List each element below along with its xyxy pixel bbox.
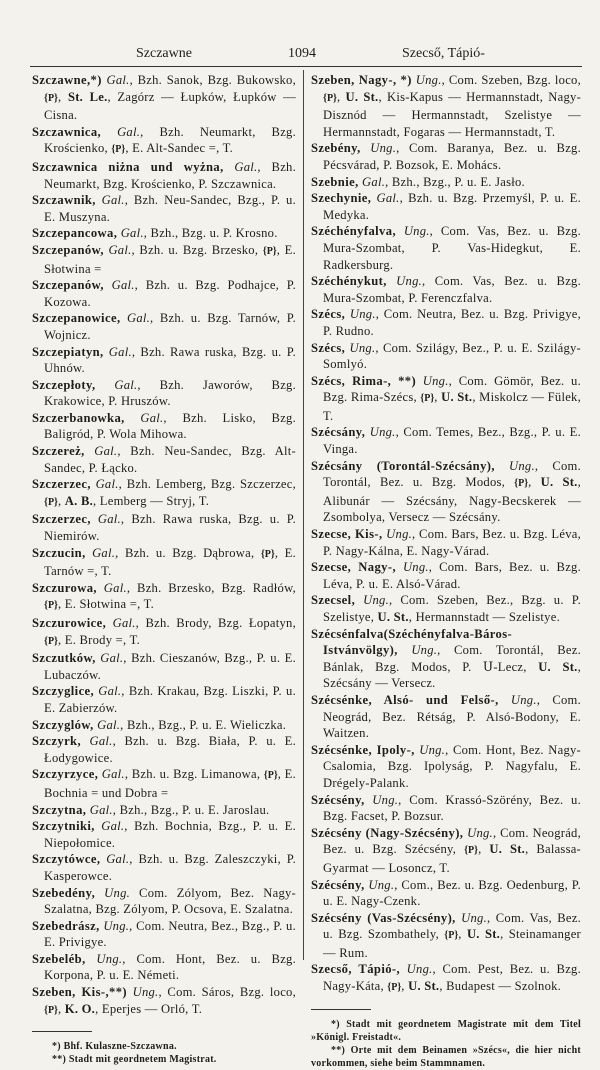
post-horn-symbol: {P} (464, 845, 479, 857)
entry-description: Gal., Bzh. Sanok, Bzg. Bukowsko, {P}, St. Le., Zagórz — Łupków, Łupków — Cisna. (44, 73, 296, 123)
entry-place-name: Szczerbanowka, (32, 410, 125, 425)
entry-description: Gal., Bzh. u. Bzg. Przemyśl, P. u. E. Medyka. (323, 191, 581, 222)
entry-description: Gal., Bzh. u. Bzg. Brzesko, {P}, E. Słotwina = (44, 242, 297, 276)
entry-place-name: Szczepanowice, (32, 311, 121, 326)
gazetteer-entry (32, 443, 296, 476)
entry-description: Ung., Com. Neutra, Bez., Bzg., P. u. E. Privigye. (44, 918, 296, 950)
gazetteer-entry (32, 802, 296, 819)
entry-description: Ung., Com. Szeben, Bez., Bzg. u. P. Szelistye, U. St., Hermannstadt — Szelistye. (323, 593, 581, 624)
entry-description: Gal., Bzh., Bzg., P. u. E. Jasło. (362, 174, 525, 189)
entry-place-name: Szczurowice, (32, 616, 107, 630)
gazetteer-entry (311, 140, 581, 173)
entry-description: Gal., Bzh. u. Bzg. Limanowa, {P}, E. Bochnia = und Dobra = (44, 767, 296, 800)
entry-place-name: Szczutków, (32, 651, 96, 666)
entry-place-name: Széchénykut, (311, 274, 387, 289)
entry-description: Gal., Bzh. Krakau, Bzg. Liszki, P. u. E. Zabierzów. (44, 684, 296, 715)
gazetteer-entry (32, 410, 296, 443)
entry-place-name: Szczereż, (32, 444, 85, 459)
gazetteer-entry (311, 526, 581, 559)
gazetteer-entry (32, 511, 296, 544)
footnote-rule (32, 1031, 92, 1032)
post-horn-symbol: {P} (44, 496, 58, 508)
gazetteer-entry (32, 918, 296, 951)
page-header (30, 44, 582, 67)
entry-place-name: Szecse, Kis-, (311, 527, 383, 542)
gazetteer-entry (311, 306, 581, 339)
entry-description: Gal., Bzh. Neumarkt, Bzg. Krościenko, P. Szczawnica. (44, 159, 296, 191)
entry-place-name: Szécsény, (311, 877, 365, 892)
entry-place-name: Szécs, (311, 307, 346, 322)
post-horn-symbol: {P} (260, 548, 275, 560)
gazetteer-entry (311, 424, 581, 457)
entry-place-name: Szczepiatyn, (32, 344, 104, 359)
entry-place-name: Szécsény, (311, 792, 365, 807)
entry-description: Ung., Com. Vas, Bez. u. Bzg. Szombathely, {P}, U. St., Steinamanger — Rum. (323, 910, 581, 960)
left-column (32, 72, 296, 1066)
entry-description: Ung., Com. Hont, Bez. u. Bzg. Korpona, P. u. E. Németi. (44, 951, 296, 983)
gazetteer-entry (311, 340, 581, 373)
entry-description: Gal., Bzh., Bzg., P. u. E. Jaroslau. (89, 802, 270, 817)
entry-place-name: Szczyrk, (32, 734, 82, 749)
entry-place-name: Szczawnik, (32, 193, 96, 208)
entry-description: Gal., Bzh. Rawa ruska, Bzg. u. P. Niemirów. (44, 512, 296, 544)
post-horn-symbol: {P} (111, 144, 126, 156)
gazetteer-entry (311, 174, 581, 191)
entry-place-name: Szécs, Rima-, **) (311, 373, 417, 388)
entry-place-name: Szczytówce, (32, 852, 101, 867)
entry-description: Ung., Com. Szeben, Bzg. loco, {P}, U. St., Kis-Kapus — Hermannstadt, Nagy-Disznód — Hermannstadt, Szelistye — Hermannstadt, Fogaras — Hermannstadt, T. (323, 73, 582, 139)
entry-place-name: Szczyglów, (32, 717, 94, 732)
footnote: *) Bhf. Kulaszne-Szczawna. (52, 1041, 177, 1053)
gazetteer-entry (311, 223, 581, 273)
footnote: **) Stadt mit geordnetem Magistrat. (52, 1054, 217, 1066)
entry-description: Ung., Com. Vas, Bez. u. Bzg. Mura-Szombat, P. Ferenczfalva. (323, 274, 581, 305)
gazetteer-entry (311, 692, 581, 742)
entry-description: Gal., Bzh. Brody, Bzg. Łopatyn, {P}, E. Brody =, T. (44, 616, 296, 647)
footnote-rule (311, 1009, 371, 1010)
running-head-right: Szecső, Tápió- (402, 46, 485, 61)
gazetteer-entry (32, 242, 296, 277)
entry-description: Gal., Bzh. Jaworów, Bzg. Krakowice, P. Hruszów. (44, 377, 296, 409)
entry-place-name: Szczawne,*) (32, 73, 102, 87)
post-horn-symbol: {P} (44, 635, 58, 647)
entry-description: Ung., Com. Neográd, Bez. Rétság, P. Alsó-Bodony, E. Waitzen. (323, 692, 581, 741)
entry-description: Ung., Com. Vas, Bez. u. Bzg. Mura-Szombat, P. Vas-Hidegkut, E. Radkersburg. (323, 224, 582, 272)
entry-place-name: Szebeléb, (32, 951, 86, 966)
entry-description: Gal., Bzh. u. Bzg. Zaleszczyki, P. Kasperowce. (44, 852, 296, 883)
entry-place-name: Szczyglice, (32, 684, 95, 699)
post-horn-symbol: {P} (44, 600, 58, 612)
gazetteer-entry (311, 910, 581, 962)
gazetteer-entry (32, 192, 296, 225)
gazetteer-entry (32, 984, 296, 1019)
entry-description: Gal., Bzh. Cieszanów, Bzg., P. u. E. Lubaczów. (44, 651, 296, 682)
entry-place-name: Szczyrzyce, (32, 767, 99, 782)
gazetteer-entry (32, 476, 296, 511)
gazetteer-entry (32, 124, 296, 159)
entry-description: Gal., Bzh. u. Bzg. Dąbrowa, {P}, E. Tarnów =, T. (44, 545, 296, 579)
gazetteer-entry (311, 592, 581, 625)
entry-place-name: Szécsénfalva(Széchényfalva-Báros-Istvánvölgy), (311, 626, 513, 658)
entry-description: Ung., Com., Bez. u. Bzg. Oedenburg, P. u. E. Nagy-Czenk. (323, 877, 581, 909)
entry-place-name: Széchényfalva, (311, 224, 396, 239)
gazetteer-entry (32, 885, 296, 918)
gazetteer-entry (32, 733, 296, 766)
running-head-left: Szczawne (136, 46, 192, 61)
gazetteer-entry (32, 717, 296, 734)
gazetteer-entry (32, 277, 296, 310)
entry-description: Ung., Com. Torontál, Bez. Bánlak, Bzg. Modos, P. Ս-Lecz, U. St., Szécsány — Versecz. (323, 643, 581, 691)
post-horn-symbol: {P} (263, 770, 278, 782)
entry-description: Ung., Com. Krassó-Szörény, Bez. u. Bzg. Facset, P. Bozsur. (323, 792, 582, 824)
entry-description: Gal., Bzh. Bochnia, Bzg., P. u. E. Niepołomice. (44, 819, 296, 850)
gazetteer-entry (311, 72, 581, 140)
gazetteer-entry (32, 377, 296, 410)
gazetteer-entry (32, 545, 296, 580)
gazetteer-entry (32, 818, 296, 851)
post-horn-symbol: {P} (444, 930, 459, 942)
gazetteer-entry (311, 559, 581, 592)
entry-place-name: Szczepanów, (32, 278, 104, 293)
page-number: 1094 (288, 46, 316, 61)
gazetteer-entry (32, 225, 296, 242)
gazetteer-entry (311, 825, 581, 877)
entry-place-name: Szeben, Nagy-, *) (311, 73, 412, 87)
entry-description: Ung., Com. Neográd, Bez. u. Bzg. Szécsény, {P}, U. St., Balassa-Gyarmat — Losoncz, T. (323, 825, 582, 875)
gazetteer-entry (311, 626, 581, 692)
footnote: **) Orte mit dem Beinamen »Szécs«, die hier nicht vorkommen, siehe beim Stammnamen. (311, 1044, 581, 1069)
entry-place-name: Szczawnica, (32, 124, 102, 139)
column-divider (303, 70, 304, 960)
post-horn-symbol: {P} (262, 245, 277, 257)
gazetteer-entry (32, 310, 296, 343)
entry-place-name: Szécsény (Nagy-Szécsény), (311, 825, 464, 840)
gazetteer-entry (311, 742, 581, 792)
gazetteer-entry (311, 458, 581, 526)
entry-place-name: Szczurowa, (32, 580, 97, 595)
entry-description: Ung., Com. Gömör, Bez. u. Bzg. Rima-Szécs, {P}, U. St., Miskolcz — Fülek, T. (323, 373, 581, 423)
entry-place-name: Szécsénke, Alsó- und Felső-, (311, 692, 499, 707)
entry-description: Gal., Bzh. u. Bzg. Biała, P. u. E. Łodygowice. (44, 734, 296, 765)
gazetteer-entry (311, 961, 581, 996)
entry-place-name: Szczerzec, (32, 512, 91, 527)
gazetteer-entry (32, 159, 296, 192)
gazetteer-entry (311, 373, 581, 425)
entry-description: Ung., Com. Bars, Bez. u. Bzg. Léva, P. Nagy-Kálna, E. Nagy-Várad. (323, 527, 581, 558)
entry-description: Ung., Com. Neutra, Bez. u. Bzg. Privigye, P. Rudno. (323, 307, 581, 338)
entry-description: Ung., Com. Baranya, Bez. u. Bzg. Pécsvárad, P. Bozsok, E. Mohács. (323, 141, 581, 172)
gazetteer-entry (32, 766, 296, 801)
entry-place-name: Szczepłoty, (32, 377, 96, 392)
entry-place-name: Szczucin, (32, 545, 86, 560)
entry-description: Gal., Bzh. Brzesko, Bzg. Radłów, {P}, E. Słotwina =, T. (44, 580, 296, 612)
footnote: *) Stadt mit geordnetem Magistrate mit dem Titel »Königl. Freistadt«. (311, 1018, 581, 1043)
gazetteer-entry (311, 792, 581, 825)
gazetteer-entry (32, 580, 296, 615)
entry-place-name: Szczepancowa, (32, 226, 118, 241)
gazetteer-entry (32, 650, 296, 683)
entry-description: Gal., Bzh. Neu-Sandec, Bzg., P. u. E. Muszyna. (44, 193, 296, 224)
post-horn-symbol: {P} (323, 92, 337, 104)
gazetteer-entry (32, 683, 296, 716)
gazetteer-entry (32, 951, 296, 984)
entry-place-name: Szebény, (311, 141, 361, 156)
entry-place-name: Szebedrász, (32, 918, 100, 933)
entry-description: Ung., Com. Pest, Bez. u. Bzg. Nagy-Káta, {P}, U. St., Budapest — Szolnok. (323, 962, 581, 994)
entry-description: Gal., Bzh. Lemberg, Bzg. Szczerzec, {P}, A. B., Lemberg — Stryj, T. (44, 477, 297, 508)
entry-place-name: Szécsény (Vas-Szécsény), (311, 910, 456, 925)
post-horn-symbol: {P} (44, 92, 58, 104)
entry-place-name: Szécs, (311, 340, 346, 355)
right-column (311, 72, 581, 1070)
gazetteer-entry (311, 273, 581, 306)
entry-place-name: Szécsénke, Ipoly-, (311, 742, 415, 757)
entry-description: Ung., Com. Szilágy, Bez., P. u. E. Szilágy-Somlyó. (323, 340, 581, 372)
entry-place-name: Szecse, Nagy-, (311, 560, 397, 575)
gazetteer-entry (32, 344, 296, 377)
entry-description: Ung., Com. Temes, Bez., Bzg., P. u. E. Vinga. (323, 425, 581, 457)
entry-place-name: Szczepanów, (32, 242, 104, 257)
entry-place-name: Szécsány (Torontál-Szécsány), (311, 458, 495, 473)
entry-description: Ung., Com. Hont, Bez. Nagy-Csalomia, Bzg. Ipolyság, P. Nagyfalu, E. Drégely-Palank. (323, 742, 581, 790)
entry-place-name: Szecső, Tápió-, (311, 962, 401, 977)
entry-place-name: Szebnie, (311, 174, 359, 189)
entry-description: Gal., Bzh. Neu-Sandec, Bzg. Alt-Sandec, P. Łącko. (44, 444, 296, 475)
entry-description: Gal., Bzh. Rawa ruska, Bzg. u. P. Uhnów. (44, 344, 296, 376)
gazetteer-entry (32, 615, 296, 650)
entry-description: Gal., Bzh. u. Bzg. Podhajce, P. Kozowa. (44, 278, 296, 309)
entry-place-name: Szecsel, (311, 593, 356, 608)
post-horn-symbol: {P} (387, 982, 402, 994)
entry-description: Ung. Com. Zólyom, Bez. Nagy-Szalatna, Bzg. Zólyom, P. Ocsova, E. Szalatna. (44, 885, 296, 917)
post-horn-symbol: {P} (44, 1004, 58, 1016)
post-horn-symbol: {P} (420, 393, 435, 405)
gazetteer-entry (311, 190, 581, 223)
entry-description: Ung., Com. Torontál, Bez. u. Bzg. Modos, {P}, U. St., Alibunár — Szécsány, Nagy-Becskerek — Zsombolya, Versecz — Szécsány. (323, 458, 581, 525)
entry-description: Gal., Bzh. Lisko, Bzg. Baligród, P. Wola Mihowa. (44, 410, 296, 442)
entry-description: Gal., Bzh. u. Bzg. Tarnów, P. Wojnicz. (44, 311, 296, 342)
entry-place-name: Szeben, Kis-,**) (32, 985, 127, 1000)
entry-description: Ung., Com. Bars, Bez. u. Bzg. Léva, P. u. E. Alsó-Várad. (323, 560, 581, 591)
entry-description: Gal., Bzh. Neumarkt, Bzg. Krościenko, {P}, E. Alt-Sandec =, T. (44, 124, 296, 156)
entry-description: Ung., Com. Sáros, Bzg. loco, {P}, K. O., Eperjes — Orló, T. (44, 985, 296, 1016)
entry-place-name: Szechynie, (311, 191, 372, 206)
entry-place-name: Szczytna, (32, 802, 87, 817)
gazetteer-entry (32, 851, 296, 884)
entry-place-name: Szczerzec, (32, 477, 91, 492)
gazetteer-entry (311, 877, 581, 910)
entry-description: Gal., Bzh., Bzg., P. u. E. Wieliczka. (97, 717, 287, 732)
post-horn-symbol: {P} (514, 478, 529, 490)
gazetteer-entry (32, 72, 296, 124)
entry-place-name: Szczytniki, (32, 819, 95, 834)
entry-place-name: Szebedény, (32, 885, 96, 900)
entry-place-name: Szécsány, (311, 425, 366, 440)
entry-place-name: Szczawnica niżna und wyżna, (32, 159, 224, 174)
entry-description: Gal., Bzh., Bzg. u. P. Krosno. (120, 226, 278, 241)
